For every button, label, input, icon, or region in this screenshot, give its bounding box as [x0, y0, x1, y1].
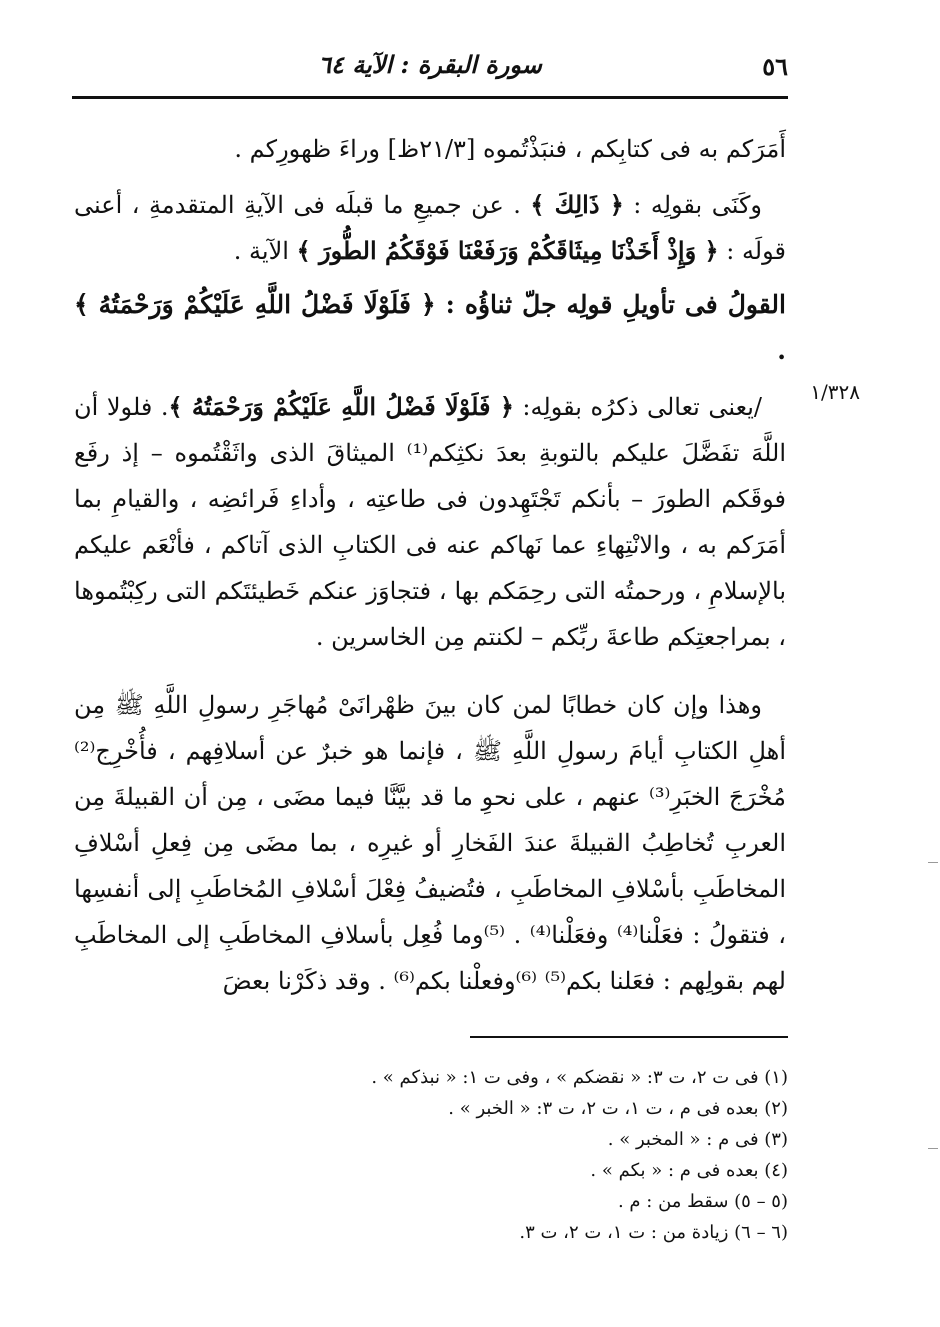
main-text — [74, 126, 786, 1004]
text-run: وكَنَى بقولِه : — [623, 191, 762, 219]
paragraph-3 — [74, 384, 786, 660]
quran-verse: ﴿ ذَالِكَ ﴾ — [530, 190, 624, 219]
footnotes — [228, 1062, 788, 1248]
surah-title: سورة البقرة : الآية ٦٤ — [318, 50, 542, 79]
heading-text: القولُ فى تأويلِ قولِه جلّ ثناؤُه : — [435, 290, 786, 319]
page-number: ٥٦ — [762, 52, 788, 81]
text-run: الآية . — [233, 237, 297, 265]
paragraph-1: أَمَرَكم به فى كتابِكم ، فنبَذْتُموه [٢١/٣ظ] وراءَ ظهورِكم . — [234, 135, 786, 163]
footnote: (١) فى ت ٢، ت ٣: « نقضكم » ، وفى ت ١: « نبذكم » . — [371, 1067, 788, 1088]
footnote: (٦ – ٦) زيادة من : ت ١، ت ٢، ت ٣. — [519, 1222, 788, 1243]
running-header — [72, 44, 788, 88]
text-run: /يعنى تعالى ذكرُه بقولِه: — [513, 393, 762, 421]
quran-verse: ﴿ فَلَوْلَا فَضْلُ اللَّهِ عَلَيْكُمْ وَرَحْمَتُهُ ﴾ — [74, 290, 436, 319]
margin-mark — [928, 862, 938, 863]
footnote: (٣) فى م : « المخبر » . — [607, 1129, 788, 1150]
text-run: . عن جميعِ ما قبلَه فى الآيةِ المتقدمةِ ، أعنى قولَه : — [74, 191, 786, 265]
paragraph-4: وهذا وإن كان خطابًا لمن كان بينَ ظهْرانَىْ مُهاجَرِ رسولِ اللَّهِ ﷺ مِن أهلِ الكتابِ أيامَ رسولِ اللَّهِ ﷺ ، فإنما هو خبرٌ عن أسلافِهم ، فأُخْرِج⁽²⁾ مُخْرَجَ الخبَرِ⁽³⁾ عنهم ، على نحوِ ما قد بيَّنَّا فيما مضَى ، مِن أن القبيلةَ مِن العربِ تُخاطِبُ القبيلةَ عندَ الفَخارِ أو غيرِه ، بما مضَى مِن فِعلِ أسْلافِ المخاطَبِ بأسْلافِ المخاطَبِ ، فتُضيفُ فِعْلَ أسْلافِ المُخاطَبِ إلى أنفسِها ، فتقولُ : فعَلْنا⁽⁴⁾ وفعَلْنا⁽⁴⁾ . ⁽⁵⁾وما فُعِل بأسلافِ المخاطَبِ إلى المخاطَبِ لهم بقولِهم : فعَلنا بكم⁽⁵⁾ ⁽⁶⁾وفعلْنا بكم⁽⁶⁾ . وقد ذكَرْنا بعضَ — [74, 691, 787, 995]
footnote-rule — [470, 1036, 788, 1038]
quran-verse: ﴿ وَإِذْ أَخَذْنَا مِيثَاقَكُمْ وَرَفَعْنَا فَوْقَكُمُ الطُّورَ ﴾ — [296, 236, 719, 265]
header-rule — [72, 96, 788, 99]
margin-reference: ١/٣٢٨ — [810, 380, 860, 404]
section-heading — [74, 282, 786, 374]
heading-text: . — [777, 336, 786, 365]
footnote: (٤) بعده فى م : « بكم » . — [590, 1160, 788, 1181]
footnote: (٥ – ٥) سقط من : م . — [617, 1191, 788, 1212]
margin-mark — [928, 1148, 938, 1149]
paragraph-2 — [74, 182, 786, 274]
footnote: (٢) بعده فى م ، ت ١، ت ٢، ت ٣: « الخبر » . — [448, 1098, 788, 1119]
quran-verse: ﴿ فَلَوْلَا فَضْلُ اللَّهِ عَلَيْكُمْ وَرَحْمَتُهُ ﴾ — [168, 392, 514, 421]
text-run: . فلولا أن اللَّهَ تفَضَّلَ عليكم بالتوبةِ بعدَ نكثِكم⁽¹⁾ الميثاقَ الذى واثَقْتُموه – إذ رفَع فوقَكم الطورَ – بأنكم تَجْتَهِدون فى طاعتِه ، وأداءِ فَرائضِه ، والقيامِ بما أمَرَكم به ، والانْتِهاءِ عما نَهاكم عنه فى الكتابِ الذى آتاكم ، فأنْعَم عليكم بالإسلامِ ، ورحمتُه التى رحِمَكم بها ، فتجاوَز عنكم خَطيئتَكم التى ركِبْتُموها ، بمراجعتِكم طاعةَ ربِّكم – لكنتم مِن الخاسرين . — [74, 393, 786, 651]
